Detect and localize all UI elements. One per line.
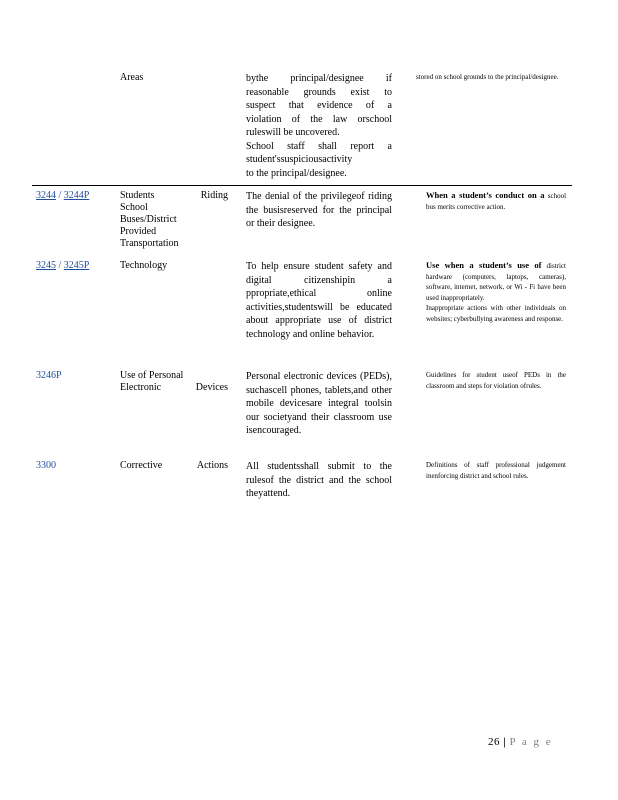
policy-description: Personal electronic devices (PEDs), suchascell phones, tablets,and other mobile devicesare integral toolsin our societyand their classroom use isencouraged. bbox=[246, 371, 392, 436]
bullet-icon bbox=[416, 460, 426, 481]
policy-title: Corrective Actions bbox=[120, 460, 228, 471]
table-row bbox=[32, 460, 572, 504]
policy-standard: stored on school grounds to the principal/designee. bbox=[416, 73, 559, 81]
bullet-icon bbox=[416, 190, 426, 212]
policy-code-link[interactable]: 3244 bbox=[36, 190, 56, 201]
page-footer bbox=[488, 736, 553, 748]
table-row bbox=[32, 190, 572, 258]
table-row bbox=[32, 370, 572, 456]
policy-standard: Use when a student’s use of district hardware (computers, laptops, cameras), software, internet, network, or Wi - Fi have been used inappropriately. Inappropriate actions with other individuals on websites; cyberbullying awareness and response. bbox=[416, 260, 566, 324]
policy-code: 3244 / 3244P bbox=[36, 190, 90, 201]
policy-title: Technology bbox=[120, 260, 168, 271]
bullet-icon bbox=[416, 303, 426, 324]
policy-title: Students Riding School Buses/District Provided Transportation bbox=[120, 190, 228, 249]
policy-description: bythe principal/designee if reasonable grounds exist to suspect that evidence of a violation of the law orschool ruleswill be uncovered. School staff shall report a student'ssuspiciousactivity to the principal/designee. bbox=[246, 73, 392, 179]
policy-description: The denial of the privilegeof riding the busisreserved for the principal or their designee. bbox=[246, 191, 392, 229]
page-label: P a g e bbox=[509, 736, 553, 748]
policy-code-link[interactable]: 3245 bbox=[36, 260, 56, 271]
row-divider bbox=[32, 185, 572, 186]
policy-description: To help ensure student safety and digital citizenshipin a ppropriate,ethical online activities,studentswill be educated about appropriate use of district technology and online behavior. bbox=[246, 261, 392, 340]
policy-code[interactable]: 3300 bbox=[36, 460, 56, 471]
bullet-icon bbox=[416, 260, 426, 303]
policy-code[interactable]: 3246P bbox=[36, 370, 62, 381]
policy-description: All studentsshall submit to the rulesof the district and the school theyattend. bbox=[246, 461, 392, 499]
table-row bbox=[32, 260, 572, 370]
policy-standard: Definitions of staff professional judgement inenforcing district and school rules. bbox=[416, 460, 566, 481]
policy-title: Areas bbox=[120, 72, 144, 83]
procedure-code-link[interactable]: 3245P bbox=[63, 260, 90, 271]
bullet-icon bbox=[416, 370, 426, 391]
footer-separator: | bbox=[503, 736, 507, 748]
table-row bbox=[32, 72, 572, 184]
policy-code: 3245 / 3245P bbox=[36, 260, 90, 271]
page-number: 26 bbox=[488, 736, 500, 748]
policy-standard: Guidelines for student useof PEDs in the classroom and steps for violation ofrules. bbox=[416, 370, 566, 391]
policy-standard: When a student’s conduct on a school bus merits corrective action. bbox=[416, 190, 566, 212]
procedure-code-link[interactable]: 3244P bbox=[63, 190, 90, 201]
policy-title: Use of Personal Electronic Devices bbox=[120, 370, 228, 393]
